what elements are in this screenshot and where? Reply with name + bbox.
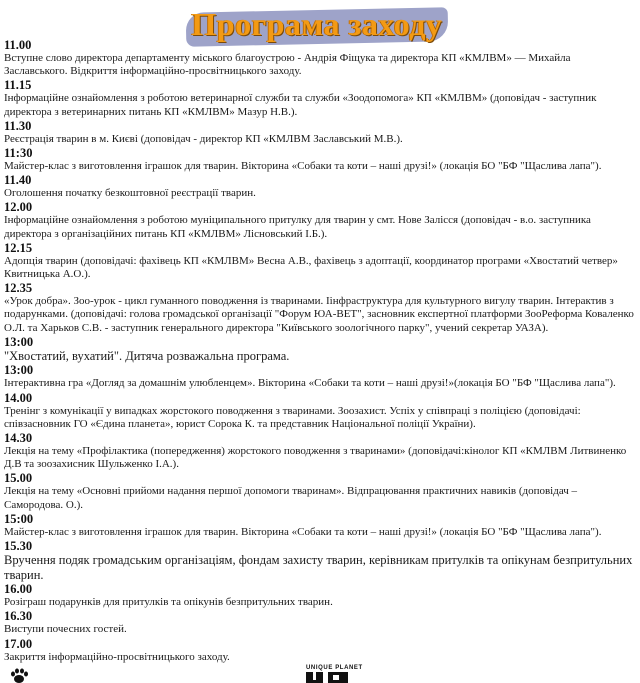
entry-time: 17.00 — [4, 636, 33, 651]
entry-description: Адопція тварин (доповідачі: фахівець КП «КМЛВМ» Весна А.В., фахівець з адоптації, координатор програми «Хвостатий четвер» Квитницька А.О.). — [4, 254, 618, 281]
entry-description: Вступне слово директора департаменту міського благоустрою - Андрія Фіщука та директора КП «КМЛВМ» — Михайла Заславського. Відкриття інформаційно-просвітницького заходу. — [4, 52, 571, 78]
entry-description: Майстер-клас з виготовлення іграшок для тварин. Вікторина «Собаки та коти – наші друзі!» (локація БО "БФ "Щаслива лапа"). — [4, 525, 602, 538]
entry-description: Інтерактивна гра «Догляд за домашнім улюбленцем». Вікторина «Собаки та коти – наші друзі!»(локація БО "БФ "Щаслива лапа"). — [4, 377, 616, 390]
entry-time: 11.15 — [4, 78, 32, 93]
entry-time: 16.00 — [4, 582, 33, 597]
schedule-entry — [4, 539, 636, 582]
page-title: Програма заходу — [191, 6, 443, 42]
schedule-entry — [4, 281, 636, 335]
schedule-entry — [4, 512, 636, 539]
entry-time: 12.15 — [4, 240, 33, 255]
entry-time: 14.30 — [4, 431, 33, 446]
schedule-entry — [4, 431, 636, 471]
entry-description: Реєстрація тварин в м. Києві (доповідач - директор КП «КМЛВМ Заславський М.В.). — [4, 132, 403, 145]
schedule-entry — [4, 200, 636, 240]
entry-time: 11.30 — [4, 118, 32, 133]
entry-description: "Хвостатий, вухатий". Дитяча розважальна програма. — [4, 348, 290, 363]
unique-planet-logo-text: UNIQUE PLANET — [306, 665, 363, 671]
schedule-entry — [4, 391, 636, 431]
schedule-entry — [4, 173, 636, 200]
schedule-entry — [4, 78, 636, 118]
schedule-entry — [4, 146, 636, 173]
entry-description: «Урок добра». Зоо-урок - цикл гуманного поводження із тваринами. Іінфраструктура для культурного вигулу тварин. Інтерактив з подарунками. (доповідачі: голова громадської організації "Форум ЮА-ВЕТ", засновник експертної платформи ЗооРеформа Коваленко О.Л. та Харьков С.В. - заступник генерального директора "Київського зоологічного парку", учений секретар УАЗА). — [4, 295, 634, 334]
entry-description: Лекція на тему «Профілактика (попередження) жорстокого поводження з тваринами» (доповідачі:кінолог КП «КМЛВМ Литвиненко Д.В та зоозахисник Шульженко І.А.). — [4, 445, 627, 471]
entry-time: 12.35 — [4, 281, 33, 296]
entry-time: 15.30 — [4, 539, 33, 554]
entry-time: 11.00 — [4, 38, 32, 52]
unique-planet-logo-icon — [306, 672, 366, 683]
schedule-entry — [4, 241, 636, 281]
entry-time: 11.40 — [4, 173, 32, 188]
entry-description: Закриття інформаційно-просвітницького заходу. — [4, 650, 230, 663]
entry-description: Виступи почесних гостей. — [4, 623, 127, 636]
entry-time: 11:30 — [4, 146, 33, 161]
entry-description: Лекція на тему «Основні прийоми надання першої допомоги тваринам». Відпрацювання практичних навиків (доповідач – Самородова. О.). — [4, 485, 578, 511]
entry-time: 13:00 — [4, 363, 34, 378]
schedule-entry — [4, 582, 636, 609]
schedule-entry — [4, 119, 636, 146]
entry-description: Оголошення початку безкоштовної реєстрації тварин. — [4, 187, 256, 200]
schedule-entry — [4, 335, 636, 364]
footer — [0, 664, 640, 683]
entry-time: 12.00 — [4, 200, 33, 215]
schedule-entry — [4, 609, 636, 636]
entry-description: Тренінг з комунікації у випадках жорстокого поводження з тваринами. Зоозахист. Успіх у співпраці з поліцією (доповідачі: співзасновник ГО «Єдина планета», юрист Сорока К. та представник Національної поліції України). — [4, 404, 581, 430]
entry-time: 13:00 — [4, 334, 34, 349]
paw-icon — [10, 668, 28, 683]
schedule-entry — [4, 471, 636, 511]
entry-description: Інформаційне ознайомлення з роботою муніципального притулку для тварин у смт. Нове Залісся (доповідач - в.о. заступника директора з організаційних питань КП «КМЛВМ» Лісновський І.Б.). — [4, 214, 591, 240]
schedule-entry — [4, 38, 636, 78]
entry-description: Вручення подяк громадським організаціям, фондам захисту тварин, керівникам притулків та опікунам безпритульних тварин. — [4, 553, 633, 582]
entry-description: Майстер-клас з виготовлення іграшок для тварин. Вікторина «Собаки та коти – наші друзі!» (локація БО "БФ "Щаслива лапа"). — [4, 160, 602, 173]
schedule-list — [4, 38, 636, 664]
entry-description: Інформаційне ознайомлення з роботою ветеринарної служби та служби «Зоодопомога» КП «КМЛВМ» (доповідач - заступник директора з ветеринарних питань КП «КМЛВМ» Мазур Н.В.). — [4, 92, 597, 118]
schedule-entry — [4, 637, 636, 664]
entry-time: 16.30 — [4, 609, 33, 624]
entry-time: 15:00 — [4, 511, 34, 526]
schedule-entry — [4, 363, 636, 390]
entry-description: Розіграш подарунків для притулків та опікунів безпритульних тварин. — [4, 596, 333, 609]
entry-time: 15.00 — [4, 471, 33, 486]
entry-time: 14.00 — [4, 390, 33, 405]
